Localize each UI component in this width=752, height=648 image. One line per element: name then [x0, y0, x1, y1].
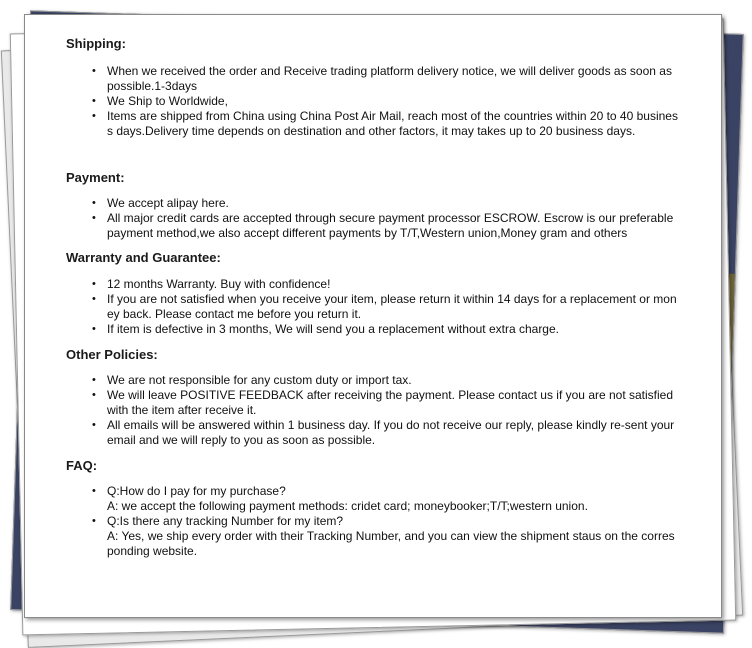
- faq-heading: FAQ:: [66, 458, 98, 473]
- payment-heading: Payment:: [66, 170, 125, 185]
- faq-question: • Q:How do I pay for my purchase?: [107, 484, 286, 498]
- list-item: • We are not responsible for any custom duty or import tax.: [66, 373, 678, 388]
- faq-answer: A: Yes, we ship every order with their Tracking Number, and you can view the shipment staus on the corresponding website.: [107, 529, 675, 558]
- other-policies-list: [66, 373, 678, 448]
- payment-section: [66, 170, 678, 241]
- warranty-section: [66, 250, 678, 337]
- list-item: • All major credit cards are accepted through secure payment processor ESCROW. Escrow is our preferable payment method,we also accept different payments by T/T,Western union,Money gram and others: [66, 211, 678, 241]
- faq-answer: A: we accept the following payment methods: cridet card; moneybooker;T/T;western union.: [107, 499, 588, 513]
- faq-section: [66, 458, 678, 559]
- list-item: • All emails will be answered within 1 business day. If you do not receive our reply, please kindly re-sent your email and we will reply to you as soon as possible.: [66, 418, 678, 448]
- list-item: • We Ship to Worldwide,: [66, 94, 678, 109]
- shipping-section: [66, 36, 678, 139]
- faq-question: • Q:Is there any tracking Number for my item?: [107, 514, 344, 528]
- faq-list: [66, 484, 678, 559]
- faq-item: [66, 514, 678, 559]
- shipping-list: [66, 64, 678, 139]
- list-item: • Items are shipped from China using China Post Air Mail, reach most of the countries within 20 to 40 business days.Delivery time depends on destination and other factors, it may takes up to 20 business days.: [66, 109, 678, 139]
- policy-page: [24, 14, 722, 618]
- list-item: • We will leave POSITIVE FEEDBACK after receiving the payment. Please contact us if you are not satisfied with the item after receive it.: [66, 388, 678, 418]
- other-policies-section: [66, 347, 678, 448]
- list-item: • When we received the order and Receive trading platform delivery notice, we will deliver goods as soon as possible.1-3days: [66, 64, 678, 94]
- other-policies-heading: Other Policies:: [66, 347, 158, 362]
- list-item: • If you are not satisfied when you receive your item, please return it within 14 days for a replacement or money back. Please contact me before you return it.: [66, 292, 678, 322]
- shipping-heading: Shipping:: [66, 36, 126, 51]
- payment-list: [66, 196, 678, 241]
- list-item: • We accept alipay here.: [66, 196, 678, 211]
- policy-content: [66, 36, 678, 559]
- warranty-list: [66, 277, 678, 337]
- list-item: • 12 months Warranty. Buy with confidence!: [66, 277, 678, 292]
- warranty-heading: Warranty and Guarantee:: [66, 250, 221, 265]
- faq-item: [66, 484, 678, 514]
- list-item: • If item is defective in 3 months, We will send you a replacement without extra charge.: [66, 322, 678, 337]
